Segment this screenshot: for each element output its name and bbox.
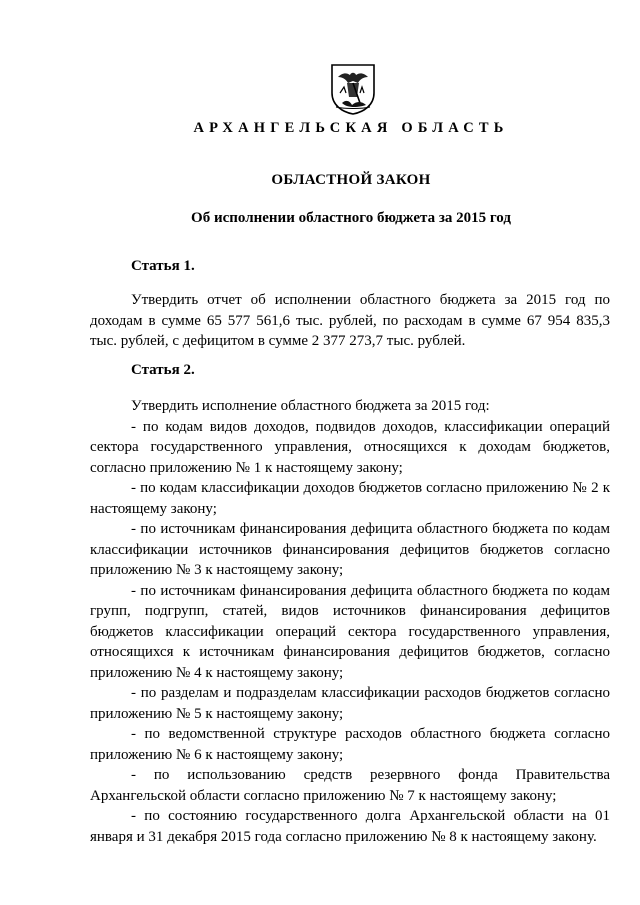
list-item: - по источникам финансирования дефицита областного бюджета по кодам классификации источников финансирования дефицитов бюджетов согласно приложению № 3 к настоящему закону; xyxy=(90,521,610,578)
list-item: - по кодам видов доходов, подвидов доходов, классификации операций сектора государственного управления, относящихся к доходам бюджетов, согласно приложению № 1 к настоящему закону; xyxy=(90,418,610,476)
article-1-heading: Статья 1. xyxy=(131,258,195,274)
law-type: ОБЛАСТНОЙ ЗАКОН xyxy=(271,172,431,188)
list-item: - по источникам финансирования дефицита областного бюджета по кодам групп, подгрупп, статей, видов источников финансирования дефицитов бюджетов классификации операций сектора государственного управления, относящихся к источникам финансирования дефицитов бюджетов, согласно приложению № 4 к настоящему закону; xyxy=(90,582,610,681)
list-item: - по разделам и подразделам классификации расходов бюджетов согласно приложению № 5 к настоящему закону; xyxy=(90,685,610,722)
article-2-body xyxy=(90,396,610,847)
region-name: АРХАНГЕЛЬСКАЯ ОБЛАСТЬ xyxy=(193,120,509,136)
law-title: Об исполнении областного бюджета за 2015 год xyxy=(191,210,511,226)
article-2-intro: Утвердить исполнение областного бюджета за 2015 год: xyxy=(131,398,490,414)
list-item: - по ведомственной структуре расходов областного бюджета согласно приложению № 6 к настоящему закону; xyxy=(90,726,610,763)
article-1-text: Утвердить отчет об исполнении областного бюджета за 2015 год по доходам в сумме 65 577 561,6 тыс. рублей, по расходам в сумме 67 954 835,3 тыс. рублей, с дефицитом в сумме 2 377 273,7 тыс. рублей. xyxy=(90,292,610,349)
article-2-heading: Статья 2. xyxy=(131,362,195,378)
list-item: - по кодам классификации доходов бюджетов согласно приложению № 2 к настоящему закону; xyxy=(90,480,610,517)
coat-of-arms-icon xyxy=(330,63,376,115)
list-item: - по использованию средств резервного фонда Правительства Архангельской области согласно приложению № 7 к настоящему закону; xyxy=(90,767,610,804)
list-item: - по состоянию государственного долга Архангельской области на 01 января и 31 декабря 2015 года согласно приложению № 8 к настоящему закону. xyxy=(90,808,610,845)
